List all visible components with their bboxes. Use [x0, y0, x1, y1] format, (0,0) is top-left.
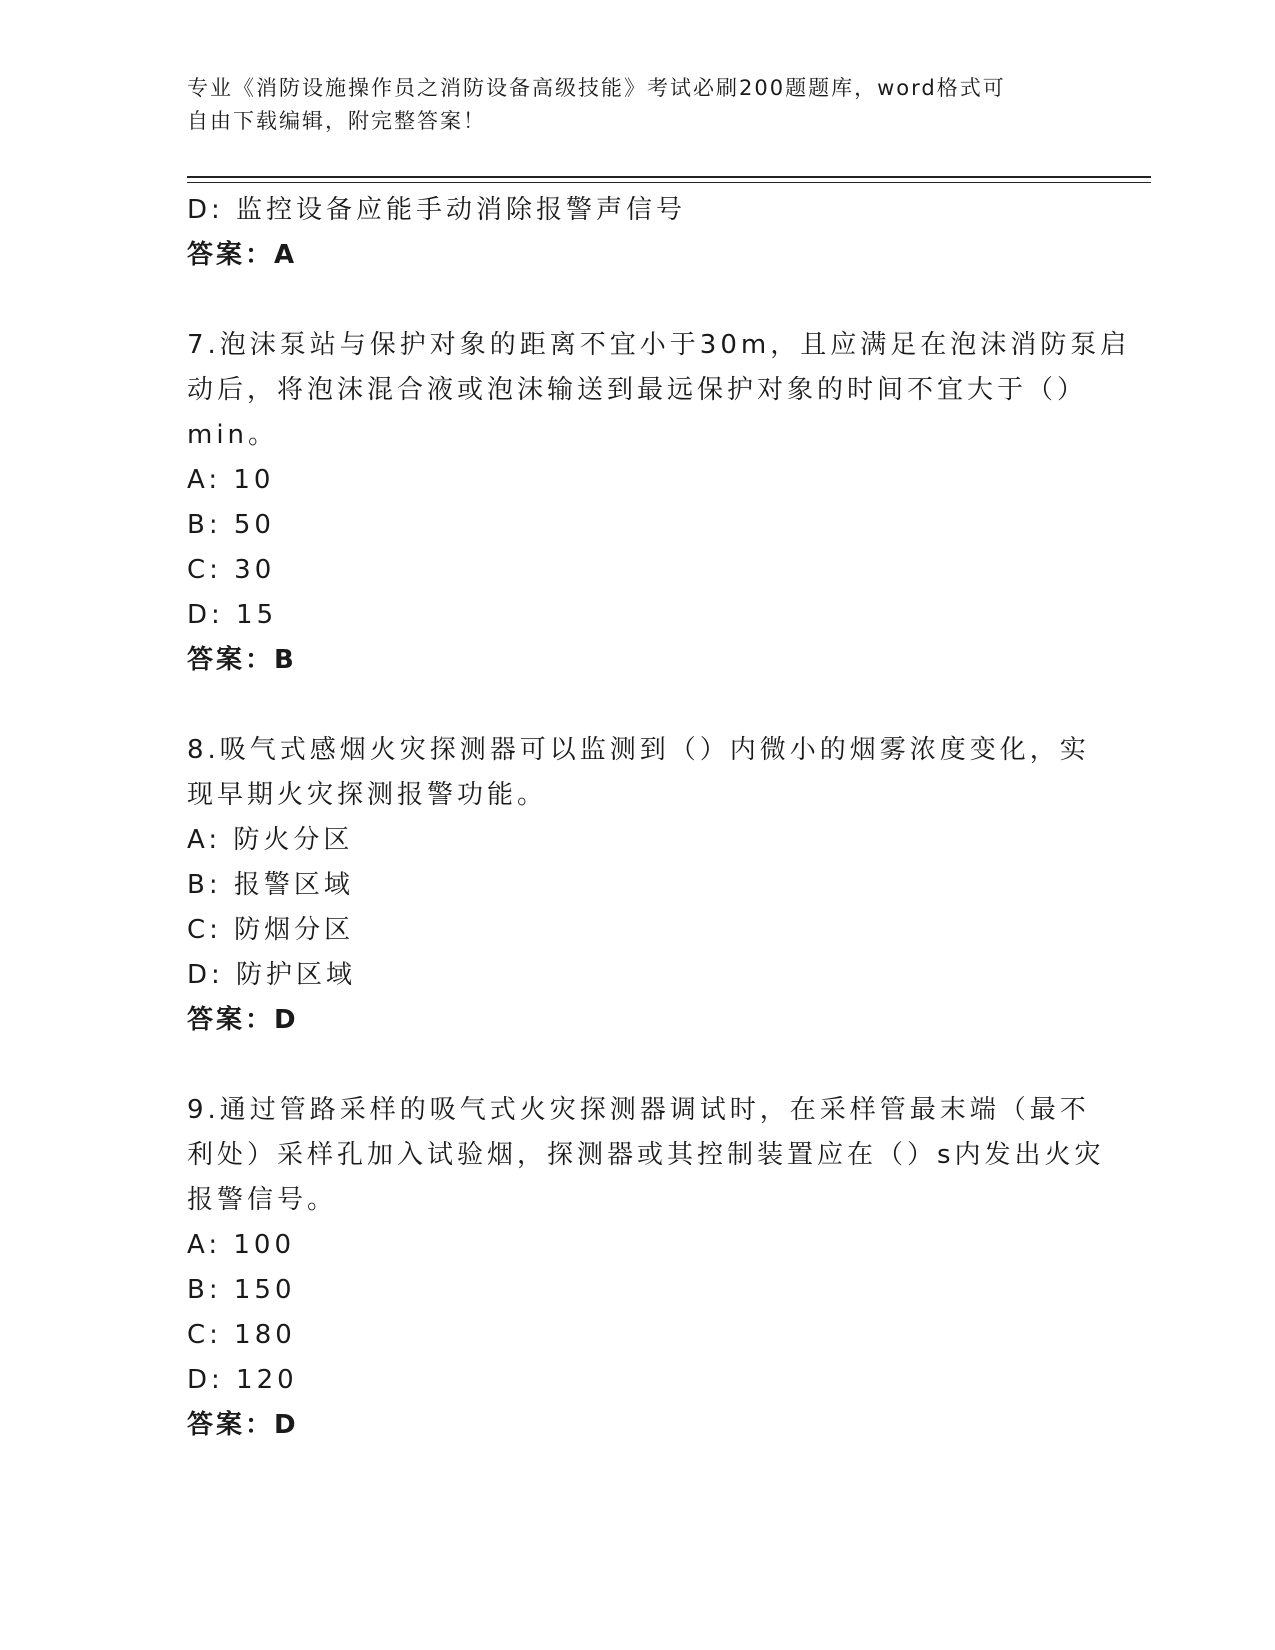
- option-d: D: 监控设备应能手动消除报警声信号: [187, 195, 687, 225]
- question-stem: 利处）采样孔加入试验烟，探测器或其控制装置应在（）s内发出火灾: [187, 1140, 1105, 1170]
- option-d: D: 防护区域: [187, 960, 357, 990]
- question-9: [187, 1088, 1105, 1448]
- option-a: A: 防火分区: [187, 825, 354, 855]
- header-rule-thin: [187, 182, 1151, 183]
- spacer: [187, 683, 1087, 728]
- spacer: [187, 278, 1087, 323]
- answer-line: 答案：D: [187, 1005, 299, 1035]
- option-a: A: 100: [187, 1230, 295, 1260]
- header-line-1: 专业《消防设施操作员之消防设备高级技能》考试必刷200题题库，word格式可: [187, 76, 1006, 100]
- answer-line: 答案：D: [187, 1410, 299, 1440]
- document-header: [187, 72, 1067, 138]
- option-b: B: 报警区域: [187, 870, 354, 900]
- option-d: D: 120: [187, 1365, 298, 1395]
- option-c: C: 180: [187, 1320, 296, 1350]
- question-list: [187, 188, 1131, 1448]
- question-stem: 现早期火灾探测报警功能。: [187, 780, 548, 810]
- option-c: C: 防烟分区: [187, 915, 355, 945]
- question-stem: 8.吸气式感烟火灾探测器可以监测到（）内微小的烟雾浓度变化，实: [187, 735, 1090, 765]
- header-line-2: 自由下载编辑，附完整答案！: [187, 109, 486, 133]
- spacer: [187, 1043, 1087, 1088]
- option-b: B: 150: [187, 1275, 296, 1305]
- option-c: C: 30: [187, 555, 276, 585]
- question-8: [187, 728, 1090, 1043]
- answer-line: 答案：B: [187, 645, 297, 675]
- question-stem: 9.通过管路采样的吸气式火灾探测器调试时，在采样管最末端（最不: [187, 1095, 1090, 1125]
- header-rule-thick: [187, 176, 1151, 178]
- option-b: B: 50: [187, 510, 275, 540]
- question-stem: 7.泡沫泵站与保护对象的距离不宜小于30m，且应满足在泡沫消防泵启: [187, 330, 1131, 360]
- option-d: D: 15: [187, 600, 278, 630]
- question-stem: 报警信号。: [187, 1185, 338, 1215]
- answer-line: 答案：A: [187, 240, 298, 270]
- question-stem: 动后，将泡沫混合液或泡沫输送到最远保护对象的时间不宜大于（）: [187, 375, 1088, 405]
- option-a: A: 10: [187, 465, 275, 495]
- question-7: [187, 323, 1131, 683]
- previous-question-tail: [187, 188, 1087, 278]
- question-stem: min。: [187, 420, 279, 450]
